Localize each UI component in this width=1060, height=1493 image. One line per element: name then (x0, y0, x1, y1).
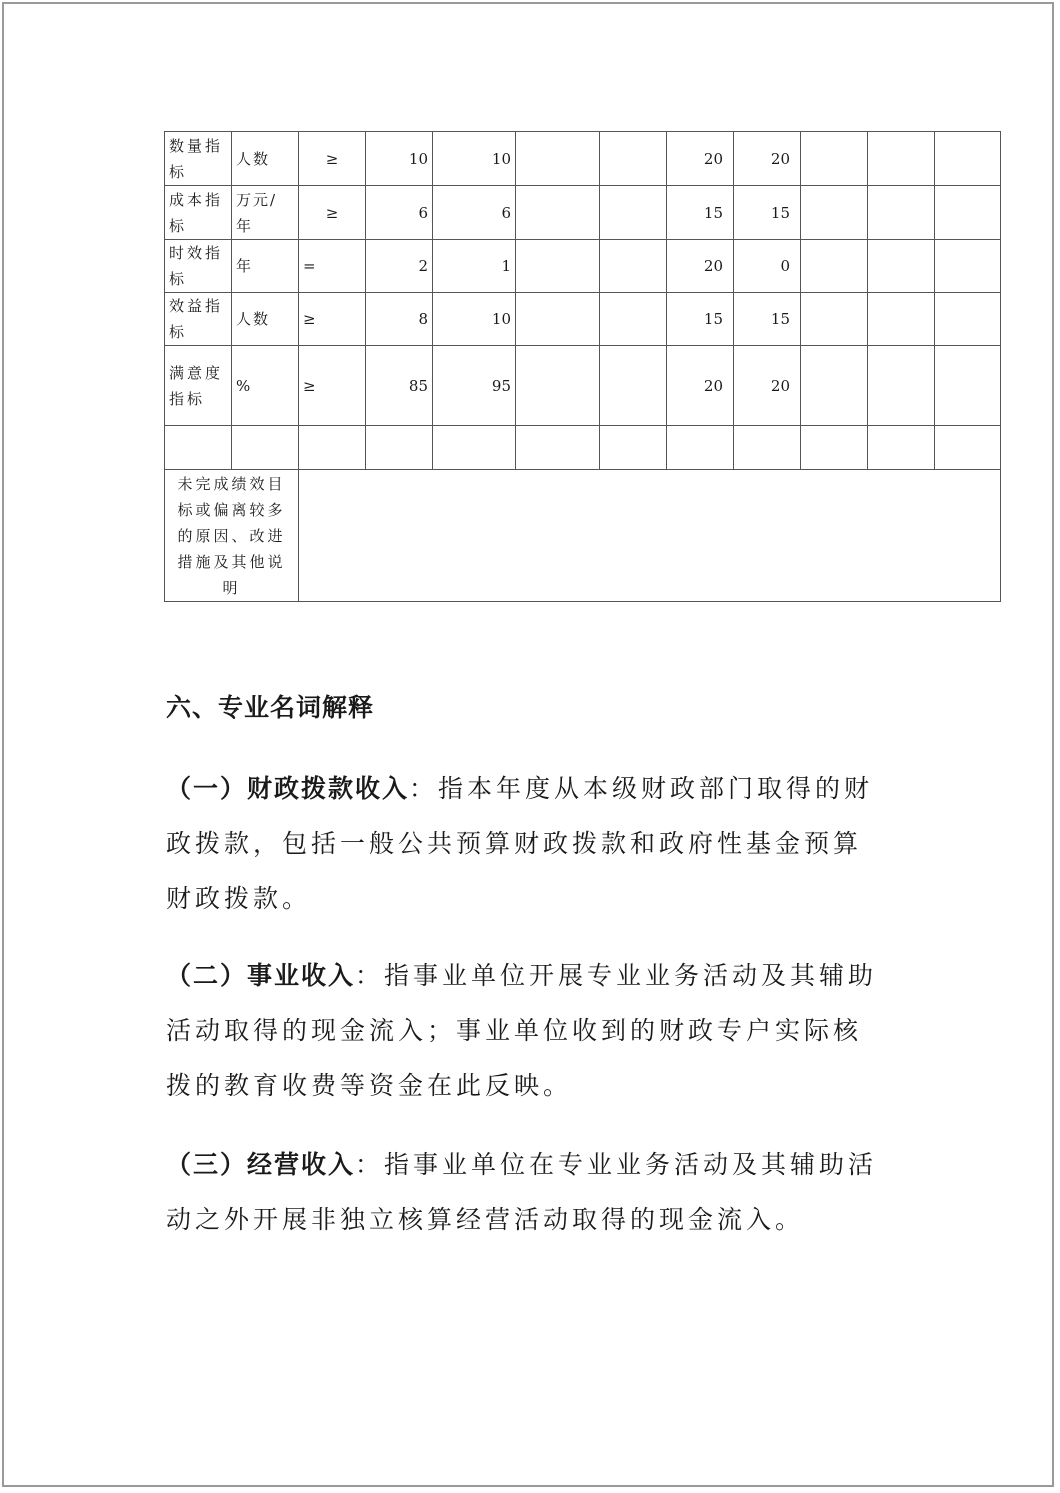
table-row (165, 346, 1001, 426)
notes-value (299, 470, 1001, 602)
empty-cell (935, 132, 1001, 186)
empty-cell (299, 426, 366, 470)
empty-cell (165, 426, 232, 470)
definition-text: 指事业单位在专业业务活动及其辅助活动之外开展非独立核算经营活动取得的现金流入。 (166, 1150, 878, 1234)
target-value: 6 (366, 186, 433, 240)
empty-cell (600, 240, 667, 293)
indicator-unit: 年 (232, 240, 299, 293)
weight-score: 20 (667, 346, 734, 426)
table-row (165, 240, 1001, 293)
indicator-operator: ≥ (299, 186, 366, 240)
definition-paragraph (166, 1137, 886, 1247)
indicator-label: 成本指标 (165, 186, 232, 240)
empty-cell (734, 426, 801, 470)
empty-cell (516, 426, 600, 470)
empty-cell (600, 186, 667, 240)
table-row (165, 186, 1001, 240)
target-value: 2 (366, 240, 433, 293)
definition-separator: ： (409, 774, 439, 803)
table-row-empty (165, 426, 1001, 470)
definition-text: 指本年度从本级财政部门取得的财政拨款，包括一般公共预算财政拨款和政府性基金预算财政拨款。 (166, 774, 874, 913)
definition-separator: ： (355, 961, 385, 990)
table-row (165, 293, 1001, 346)
table-row-notes (165, 470, 1001, 602)
empty-cell (801, 132, 868, 186)
empty-cell (600, 293, 667, 346)
indicator-unit: 人数 (232, 293, 299, 346)
actual-score: 0 (734, 240, 801, 293)
empty-cell (868, 426, 935, 470)
empty-cell (868, 132, 935, 186)
target-value: 8 (366, 293, 433, 346)
indicator-unit: 人数 (232, 132, 299, 186)
definition-term: （一）财政拨款收入 (166, 774, 410, 803)
empty-cell (935, 186, 1001, 240)
actual-value: 1 (433, 240, 516, 293)
indicator-operator: = (299, 240, 366, 293)
actual-score: 15 (734, 293, 801, 346)
definition-term: （三）经营收入 (166, 1150, 356, 1179)
definition-separator: ： (355, 1150, 385, 1179)
empty-cell (868, 240, 935, 293)
actual-value: 10 (433, 132, 516, 186)
indicator-unit: 万元/年 (232, 186, 299, 240)
empty-cell (935, 346, 1001, 426)
definition-paragraph (166, 761, 886, 926)
weight-score: 20 (667, 132, 734, 186)
empty-cell (366, 426, 433, 470)
empty-cell (516, 240, 600, 293)
actual-value: 6 (433, 186, 516, 240)
indicator-label: 时效指标 (165, 240, 232, 293)
target-value: 85 (366, 346, 433, 426)
indicator-label: 满意度指标 (165, 346, 232, 426)
empty-cell (868, 293, 935, 346)
actual-score: 15 (734, 186, 801, 240)
indicator-operator: ≥ (299, 293, 366, 346)
definition-text: 指事业单位开展专业业务活动及其辅助活动取得的现金流入；事业单位收到的财政专户实际核拨的教育收费等资金在此反映。 (166, 961, 878, 1100)
empty-cell (516, 293, 600, 346)
weight-score: 20 (667, 240, 734, 293)
empty-cell (935, 240, 1001, 293)
empty-cell (801, 186, 868, 240)
empty-cell (516, 346, 600, 426)
empty-cell (801, 426, 868, 470)
definition-paragraph (166, 948, 886, 1113)
definition-term: （二）事业收入 (166, 961, 356, 990)
actual-value: 10 (433, 293, 516, 346)
empty-cell (935, 293, 1001, 346)
actual-score: 20 (734, 346, 801, 426)
actual-score: 20 (734, 132, 801, 186)
indicator-label: 效益指标 (165, 293, 232, 346)
empty-cell (935, 426, 1001, 470)
empty-cell (600, 132, 667, 186)
empty-cell (433, 426, 516, 470)
empty-cell (232, 426, 299, 470)
empty-cell (801, 293, 868, 346)
section-title: 六、专业名词解释 (166, 693, 375, 722)
empty-cell (600, 346, 667, 426)
notes-label: 未完成绩效目标或偏离较多的原因、改进措施及其他说明 (165, 470, 299, 602)
actual-value: 95 (433, 346, 516, 426)
empty-cell (600, 426, 667, 470)
empty-cell (868, 186, 935, 240)
target-value: 10 (366, 132, 433, 186)
empty-cell (667, 426, 734, 470)
empty-cell (516, 186, 600, 240)
indicator-unit: % (232, 346, 299, 426)
empty-cell (801, 240, 868, 293)
indicator-label: 数量指标 (165, 132, 232, 186)
indicator-operator: ≥ (299, 346, 366, 426)
weight-score: 15 (667, 186, 734, 240)
weight-score: 15 (667, 293, 734, 346)
indicator-operator: ≥ (299, 132, 366, 186)
empty-cell (516, 132, 600, 186)
empty-cell (801, 346, 868, 426)
table-row (165, 132, 1001, 186)
empty-cell (868, 346, 935, 426)
performance-table (164, 131, 1001, 602)
